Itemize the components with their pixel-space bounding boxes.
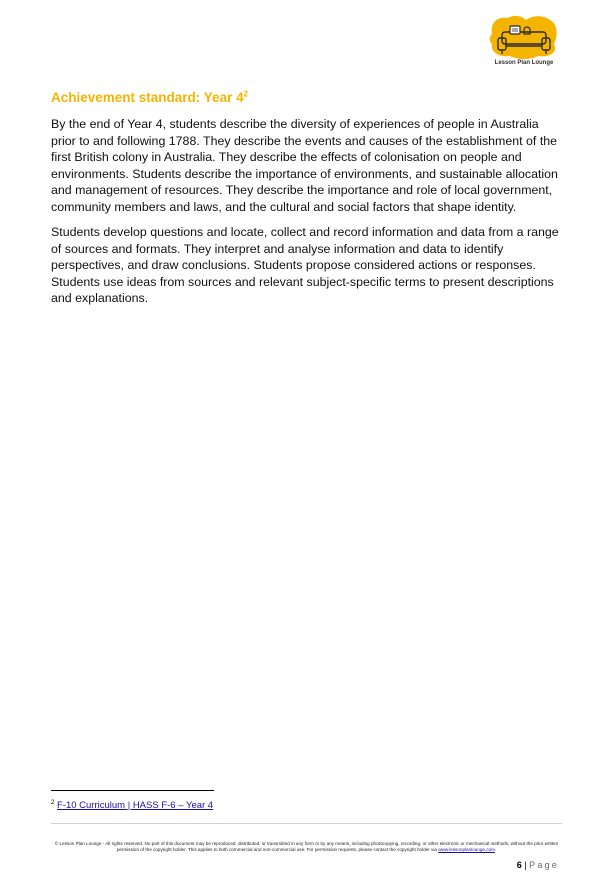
- footer-divider: [51, 823, 562, 824]
- paragraph-1: By the end of Year 4, students describe the diversity of experiences of people in Australia prior to and following 1788. They describe the events and causes of the establishment of the first British colony in Australia. They describe the effects of colonisation on people and environments. Students describe the importance of environments, and sustainable allocation and management of resources. They describe the importance and role of local government, community members and laws, and the cultural and social factors that shape identity.: [51, 117, 558, 214]
- page-label: Page: [529, 860, 559, 870]
- copyright-text: © Lesson Plan Lounge - All rights reserved. No part of this document may be reproduced, distributed, or transmitted in any form or by any means, including photocopying, recording, or other electronic or mechanical methods, without the prior written permission of the copyright holder. This applies to both commercial and non-commercial use. For permission requests, please contact the copyright holder via: [54, 841, 559, 852]
- page-number-value: 6: [516, 860, 522, 870]
- logo-text: Lesson Plan Lounge: [494, 60, 554, 66]
- heading-footnote-ref[interactable]: 2: [243, 89, 249, 99]
- copyright-notice: [51, 841, 562, 853]
- page-number-separator: |: [524, 860, 527, 870]
- footnote-divider: [51, 790, 214, 791]
- copyright-link[interactable]: www.lessonplanlounge.com: [438, 847, 495, 852]
- footnote: [51, 800, 213, 812]
- page-number: [517, 860, 559, 871]
- logo: [488, 14, 560, 72]
- section-heading: [51, 89, 248, 107]
- copyright-end: .: [494, 847, 497, 852]
- footnote-number: 2: [51, 799, 55, 806]
- sofa-logo-icon: [488, 14, 560, 60]
- footnote-link[interactable]: F-10 Curriculum | HASS F-6 – Year 4: [56, 800, 214, 811]
- paragraph-2: Students develop questions and locate, collect and record information and data from a range of sources and formats. They interpret and analyse information and data to identify perspectives, and draw conclusions. Students propose considered actions or responses. Students use ideas from sources and relevant subject-specific terms to present descriptions and explanations.: [51, 225, 559, 306]
- section-heading-text: Achievement standard: Year 4: [51, 90, 244, 105]
